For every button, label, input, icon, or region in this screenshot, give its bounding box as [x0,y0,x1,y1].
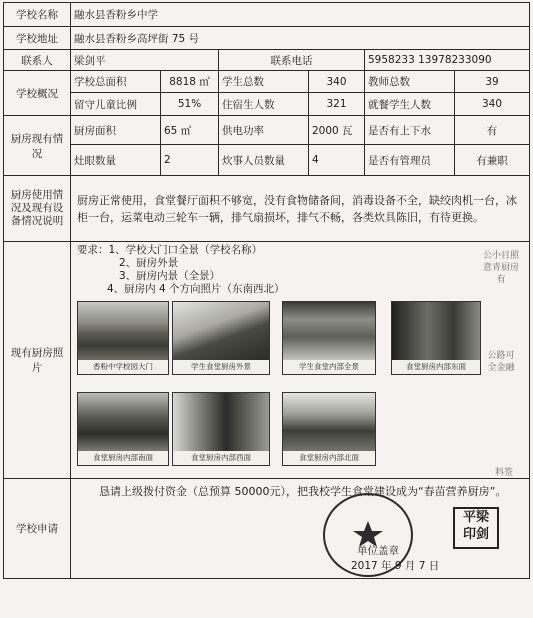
photo-kitchen-south [77,392,169,466]
water-label: 是否有上下水 [365,116,455,145]
water-value: 有 [455,116,530,145]
school-name-label: 学校名称 [4,3,71,27]
cooks-label: 炊事人员数量 [219,145,309,176]
photo-kitchen-west [172,392,270,466]
students-label: 学生总数 [219,71,309,93]
students-value: 340 [309,71,365,93]
unit-seal-label: 单位盖章 [357,545,399,557]
photo-kitchen-exterior [172,301,270,375]
application-label: 学校申请 [4,479,71,579]
power-label: 供电功率 [219,116,309,145]
photos-label: 现有厨房照片 [4,242,71,479]
stove-label: 灶眼数量 [71,145,161,176]
requirement-4: 4、厨房内 4 个方向照片（东南西北） [107,283,285,295]
total-area-value: 8818 ㎡ [161,71,219,93]
row-equipment [4,176,530,242]
left-behind-label: 留守儿童比例 [71,93,161,116]
row-kitchen-1 [4,116,530,145]
side-note-top: 公小目照 意青厨房 有 [482,251,519,285]
teachers-label: 教师总数 [365,71,455,93]
stove-value: 2 [161,145,219,176]
photo-school-gate [77,301,169,375]
application-date: 2017 年 9 月 7 日 [351,560,440,572]
diners-label: 就餐学生人数 [365,93,455,116]
boarders-label: 住宿生人数 [219,93,309,116]
side-note-bottom: 料签 [494,468,513,478]
row-kitchen-2 [4,145,530,176]
teachers-value: 39 [455,71,530,93]
boarders-value: 321 [309,93,365,116]
overview-label: 学校概况 [4,71,71,116]
photo-caption: 食堂厨房内部西面 [173,451,269,465]
photo-caption: 学生食堂内部全景 [283,360,375,374]
kitchen-application-form [3,2,530,579]
phone-label: 联系电话 [219,50,365,71]
row-application [4,479,530,579]
application-text: 恳请上级拨付资金（总预算 50000元），把我校学生食堂建设成为“春苗营养厨房”。 [99,485,507,498]
kitchen-label: 厨房现有情况 [4,116,71,176]
equipment-label: 厨房使用情况及现有设备情况说明 [4,176,71,242]
photo-kitchen-east [391,301,481,375]
phone-value: 5958233 13978233090 [365,50,530,71]
school-name-value: 融水县香粉乡中学 [71,3,530,27]
row-overview-1 [4,71,530,93]
photo-kitchen-interior-overview [282,301,376,375]
contact-label: 联系人 [4,50,71,71]
photo-caption: 香粉中学校园大门 [78,360,168,374]
photo-requirements [77,244,285,296]
left-behind-value: 51% [161,93,219,116]
total-area-label: 学校总面积 [71,71,161,93]
photos-cell [71,242,530,479]
personal-seal: 平梁 印剑 [453,507,499,549]
row-school-name [4,3,530,27]
cooks-value: 4 [309,145,365,176]
requirement-2: 2、厨房外景 [119,257,179,269]
row-overview-2 [4,93,530,116]
photo-caption: 学生食堂厨房外景 [173,360,269,374]
photo-caption: 食堂厨房内部南面 [78,451,168,465]
requirement-1: 要求：1、学校大门口全景（学校名称） [77,244,263,256]
row-photos [4,242,530,479]
power-value: 2000 瓦 [309,116,365,145]
photo-caption: 食堂厨房内部北面 [283,451,375,465]
kitchen-area-value: 65 ㎡ [161,116,219,145]
diners-value: 340 [455,93,530,116]
row-school-address [4,27,530,50]
kitchen-area-label: 厨房面积 [71,116,161,145]
photo-caption: 食堂厨房内部东面 [392,360,480,374]
manager-value: 有兼职 [455,145,530,176]
application-cell [71,479,530,579]
row-contact [4,50,530,71]
manager-label: 是否有管理员 [365,145,455,176]
school-address-value: 融水县香粉乡高坪街 75 号 [71,27,530,50]
equipment-text: 厨房正常使用，食堂餐厅面积不够宽，没有食物储备间，消毒设备不全，缺绞肉机一台，冰柜一台，运菜电动三轮车一辆，排气扇损坏，排气不畅，各类炊具陈旧，有待更换。 [71,176,530,242]
side-note-middle: 公路可 全金融 [487,351,515,373]
photo-kitchen-north [282,392,376,466]
school-address-label: 学校地址 [4,27,71,50]
contact-value: 梁剑平 [71,50,219,71]
requirement-3: 3、厨房内景（全景） [119,270,221,282]
